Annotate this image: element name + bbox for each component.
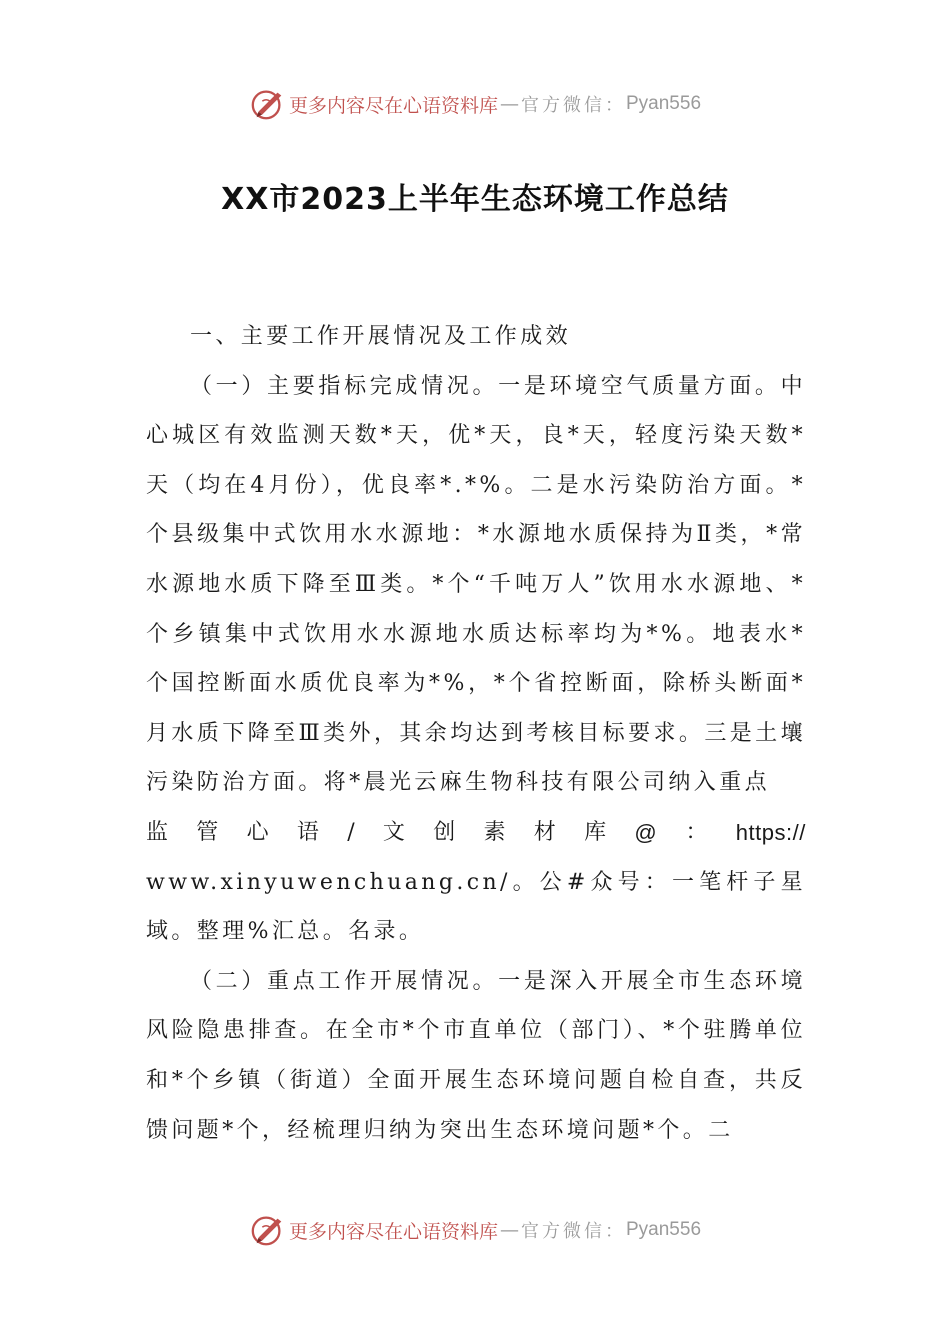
footer-banner (0, 1210, 950, 1250)
watermark-token: 管 (196, 819, 219, 845)
banner-separator: — (500, 1219, 519, 1241)
watermark-token: 文 (382, 819, 405, 845)
watermark-token: 素 (483, 819, 506, 845)
banner-wechat-id: Pyan556 (626, 93, 702, 114)
pen-logo-icon (249, 85, 287, 123)
section-heading-1: 一、主要工作开展情况及工作成效 (190, 324, 572, 349)
document-body (146, 312, 806, 1155)
watermark-token: 监 (146, 819, 169, 845)
watermark-line (146, 808, 806, 858)
pen-logo-icon (249, 1211, 287, 1249)
paragraph-watermark-tail: www.xinyuwenchuang.cn/。公#众号：一笔杆子星域。整理%汇总。名录。 (146, 869, 806, 945)
watermark-token: ： (685, 819, 708, 845)
document-title: XX市2023上半年生态环境工作总结 (221, 182, 729, 217)
paragraph-main-indicators: （一）主要指标完成情况。一是环境空气质量方面。中心城区有效监测天数*天，优*天，良*天，轻度污染天数*天（均在4月份），优良率*.*%。二是水污染防治方面。*个县级集中式饮用水水源地：*水源地水质保持为Ⅱ类，*常水源地水质下降至Ⅲ类。*个“千吨万人”饮用水水源地、*个乡镇集中式饮用水水源地水质达标率均为*%。地表水*个国控断面水质优良率为*%，*个省控断面，除桥头断面*月水质下降至Ⅲ类外，其余均达到考核目标要求。三是土壤污染防治方面。将*晨光云麻生物科技有限公司纳入重点 (146, 373, 806, 796)
watermark-token: 创 (433, 819, 456, 845)
banner-separator: — (500, 93, 519, 115)
banner-main-text: 更多内容尽在心语资料库 (288, 1220, 498, 1243)
banner-wechat-id: Pyan556 (626, 1219, 702, 1240)
watermark-token: @ (634, 819, 658, 845)
header-banner (0, 84, 950, 124)
paragraph-key-work: （二）重点工作开展情况。一是深入开展全市生态环境风险隐患排查。在全市*个市直单位（部门）、*个驻腾单位和*个乡镇（街道）全面开展生态环境问题自检自查，共反馈问题*个，经梳理归纳为突出生态环境问题*个。二 (146, 968, 806, 1143)
watermark-token: 库 (584, 819, 607, 845)
watermark-token: 心 (246, 819, 269, 845)
watermark-token: 语 (296, 819, 319, 845)
watermark-token: 材 (533, 819, 556, 845)
watermark-token: / (347, 819, 355, 845)
banner-sub-text: 官方微信： (521, 1221, 626, 1242)
banner-sub-text: 官方微信： (521, 95, 626, 116)
watermark-url-start: https:// (735, 819, 806, 845)
banner-main-text: 更多内容尽在心语资料库 (288, 94, 498, 117)
